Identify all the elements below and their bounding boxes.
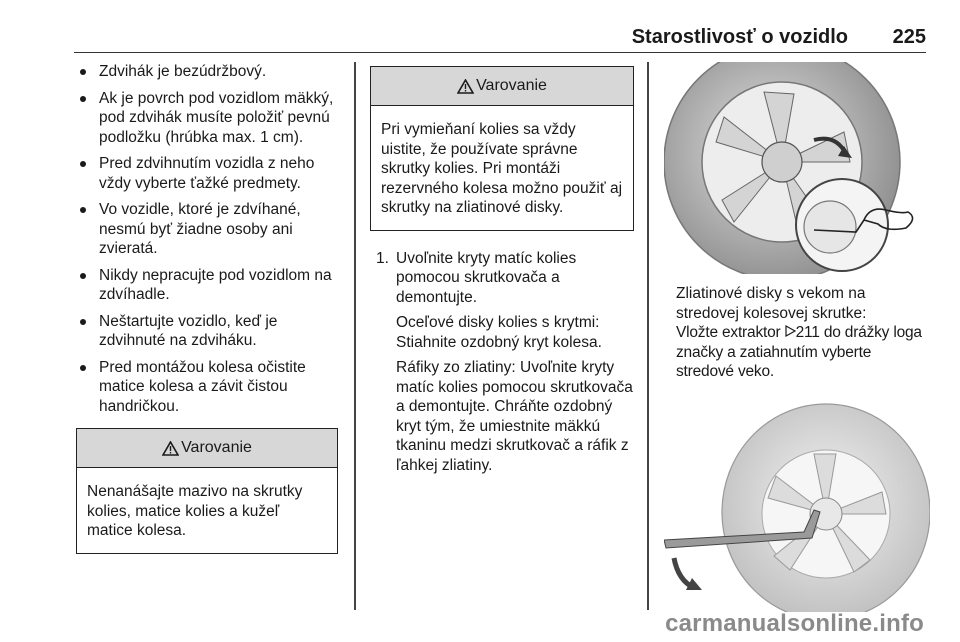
- list-item: Nikdy nepracujte pod vozidlom na zdvíhadle.: [76, 266, 338, 305]
- list-item: Vo vozidle, ktoré je zdvíhané, nesmú byť žiadne osoby ani zvieratá.: [76, 200, 338, 259]
- caption-line-1: Zliatinové disky s vekom na stredovej kolesovej skrutke:: [676, 285, 867, 322]
- warning-box: [76, 428, 338, 554]
- warning-text: Nenanášajte mazivo na skrutky kolies, matice kolies a kužeľ matice kolesa.: [87, 483, 303, 539]
- warning-title: Varovanie: [181, 439, 252, 457]
- step-text: Uvoľnite kryty matíc kolies pomocou skrutkovača a demontujte.: [396, 249, 577, 306]
- figure-caption: [676, 284, 930, 382]
- column-middle: [370, 62, 634, 481]
- page-header: [74, 22, 926, 53]
- step-item: [370, 249, 634, 476]
- steel-wheel-instruction: Oceľové disky kolies s krytmi: Stiahnite ozdobný kryt kolesa.: [396, 314, 602, 351]
- bullet-list: [76, 62, 338, 416]
- column-divider-1: [354, 62, 356, 610]
- alloy-wheel-instruction: Ráfiky zo zliatiny: Uvoľnite kryty matíc kolies pomocou skrutkovača a demontujte. Chráňte ozdobný kryt tým, že umiestnite mäkkú tkaninu medzi skrutkovač a ráfik z ľahkej zliatiny.: [396, 359, 633, 474]
- section-title: Starostlivosť o vozidlo: [631, 26, 848, 48]
- page-reference-link[interactable]: 211: [795, 324, 820, 341]
- step-list: [370, 249, 634, 476]
- list-item: Pred montážou kolesa očistite matice kolesa a závit čistou handričkou.: [76, 358, 338, 417]
- column-divider-2: [647, 62, 649, 610]
- wheel-cap-illustration: [664, 62, 926, 274]
- wheel-extractor-illustration: [664, 402, 930, 612]
- column-left: [76, 62, 338, 554]
- list-item: Pred zdvihnutím vozidla z neho vždy vyberte ťažké predmety.: [76, 154, 338, 193]
- step-number: 1.: [376, 249, 389, 267]
- warning-header: [77, 429, 337, 468]
- caption-instruction-start: Vložte extraktor: [676, 324, 785, 341]
- warning-header: [371, 67, 633, 106]
- warning-text: Pri vymieňaní kolies sa vždy uistite, že používate správne skrutky kolies. Pri montáži rezervného kolesa možno použiť aj skrutky na zliatinové disky.: [381, 121, 623, 216]
- page-number: 225: [892, 26, 926, 48]
- list-item: Ak je povrch pod vozidlom mäkký, pod zdvihák musíte položiť pevnú podložku (hrúbka max. 1 cm).: [76, 89, 338, 148]
- warning-triangle-icon: [457, 79, 474, 94]
- list-item: Neštartujte vozidlo, keď je zdvihnuté na zdviháku.: [76, 312, 338, 351]
- warning-box: [370, 66, 634, 231]
- column-right: [664, 62, 930, 612]
- list-item: Zdvihák je bezúdržbový.: [76, 62, 338, 82]
- warning-triangle-icon: [162, 441, 179, 456]
- caption-line-2: [676, 323, 930, 382]
- warning-title: Varovanie: [476, 77, 547, 95]
- reference-arrow-icon[interactable]: [785, 324, 796, 341]
- caption-instruction-end: do drážky loga značky a zatiahnutím vyberte stredové veko.: [676, 324, 922, 380]
- watermark: carmanualsonline.info: [665, 610, 924, 637]
